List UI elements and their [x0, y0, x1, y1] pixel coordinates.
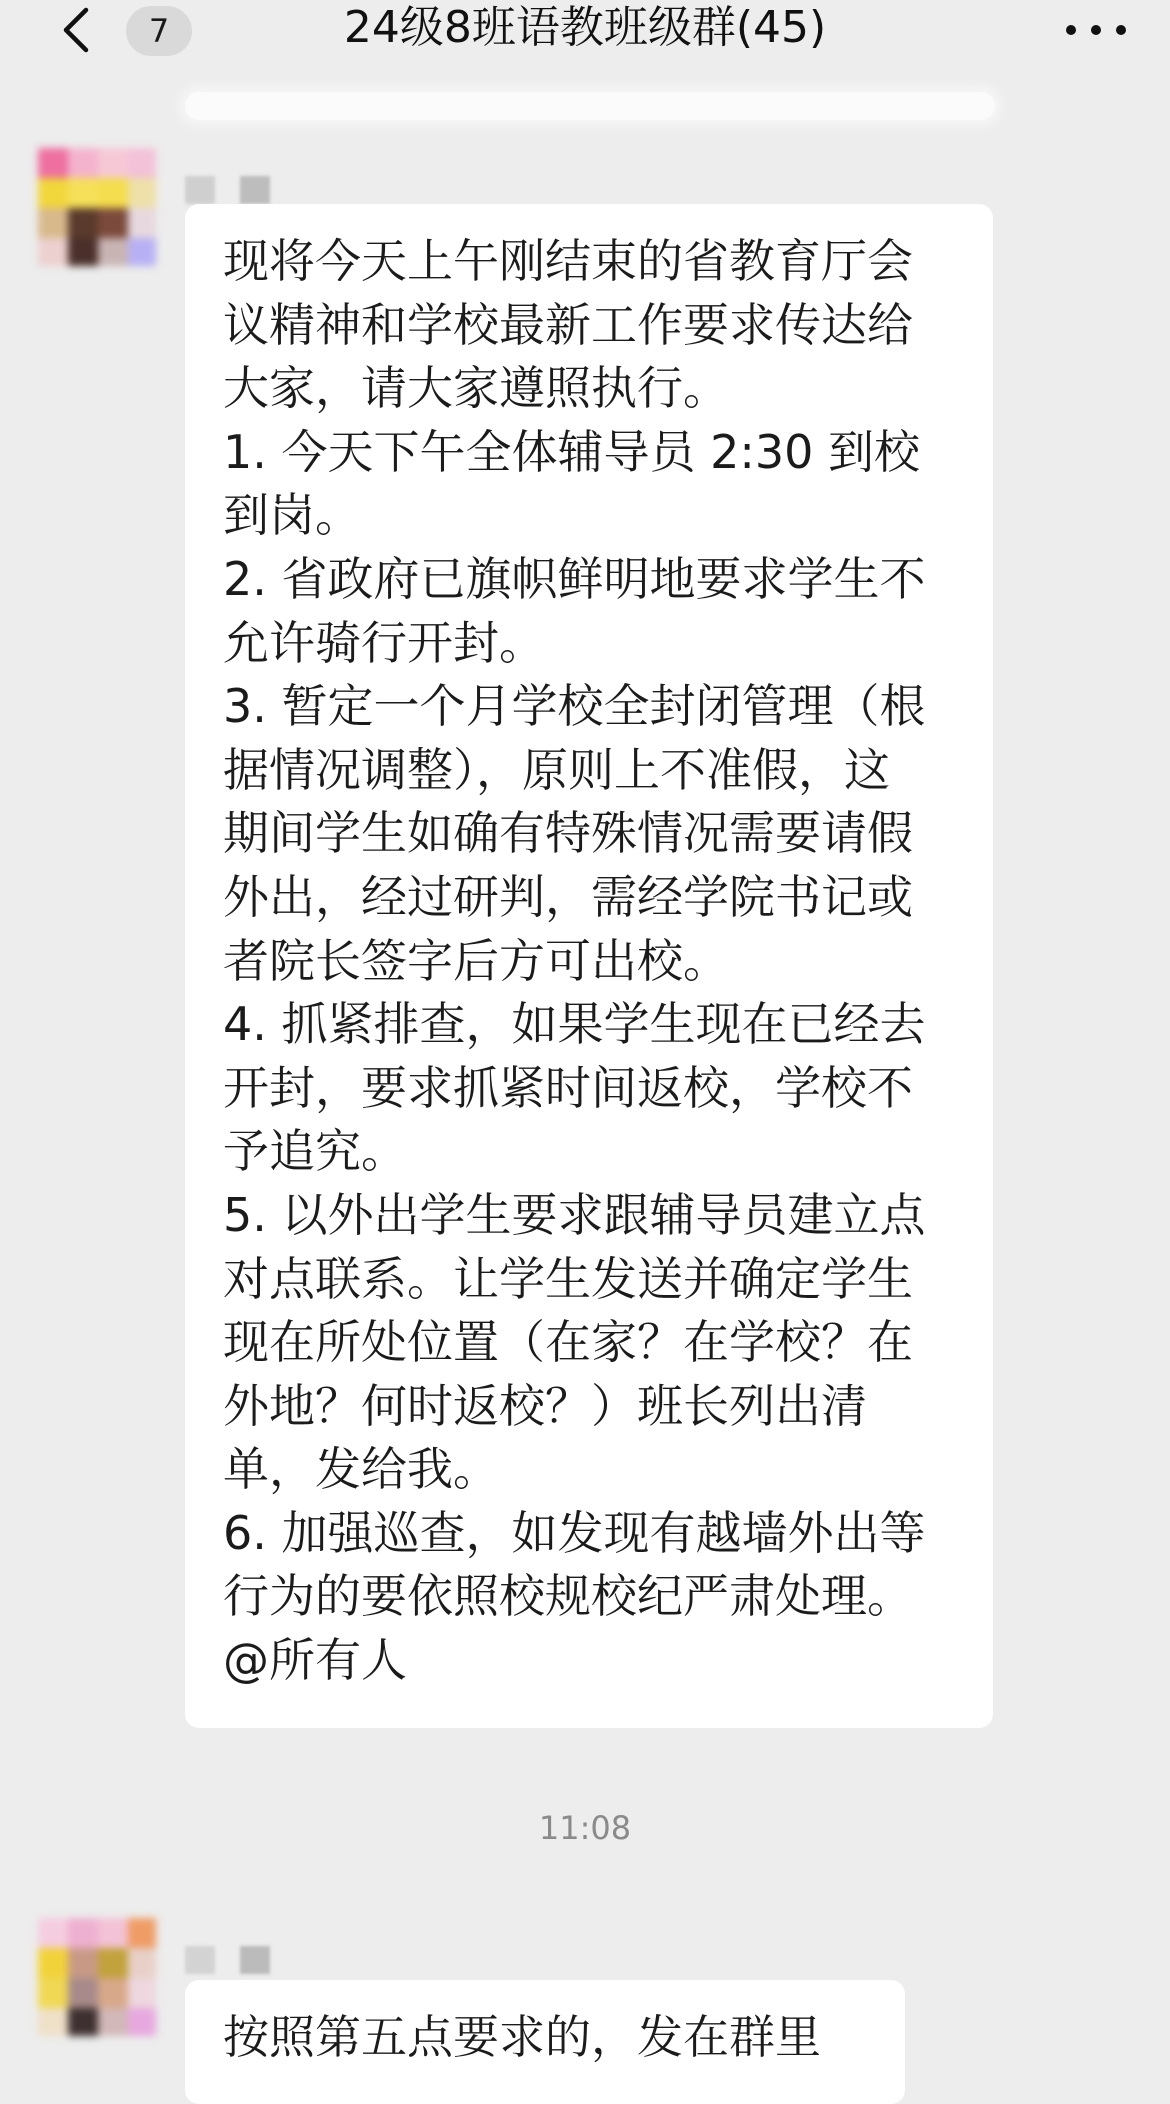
chat-header: [0, 0, 1170, 64]
avatar[interactable]: [38, 1918, 156, 2036]
chevron-left-icon: [56, 4, 96, 56]
unread-count-badge: 7: [126, 6, 192, 56]
blurred-pinned-notice: [185, 92, 995, 120]
message-bubble[interactable]: [185, 1980, 905, 2104]
chat-title: 24级8班语教班级群(45): [343, 2, 827, 53]
message-text: 现将今天上午刚结束的省教育厅会 议精神和学校最新工作要求传达给 大家，请大家遵照执行。 1. 今天下午全体辅导员 2:30 到校 到岗。 2. 省政府已旗帜鲜明地要求学生不 允许骑行开封。 3. 暂定一个月学校全封闭管理（根 据情况调整），原则上不准假，这 期间学生如确有特殊情况需要请假 外出，经过研判，需经学院书记或 者院长签字后方可出校。 4. 抓紧排查，如果学生现在已经去 开封，要求抓紧时间返校，学校不 予追究。 5. 以外出学生要求跟辅导员建立点 对点联系。让学生发送并确定学生 现在所处位置（在家？在学校？在 外地？何时返校？）班长列出清 单，发给我。 6. 加强巡查，如发现有越墙外出等 行为的要依照校规校纪严肃处理。 @所有人: [223, 234, 926, 1688]
sender-name-blurred: [185, 1946, 275, 1976]
message-bubble[interactable]: [185, 204, 993, 1728]
message-text: 按照第五点要求的，发在群里: [223, 2010, 821, 2064]
more-button[interactable]: [1060, 2, 1132, 54]
message-timestamp: 11:08: [538, 1809, 632, 1847]
sender-name-blurred: [185, 176, 275, 206]
avatar[interactable]: [38, 148, 156, 266]
back-button[interactable]: [38, 2, 168, 58]
